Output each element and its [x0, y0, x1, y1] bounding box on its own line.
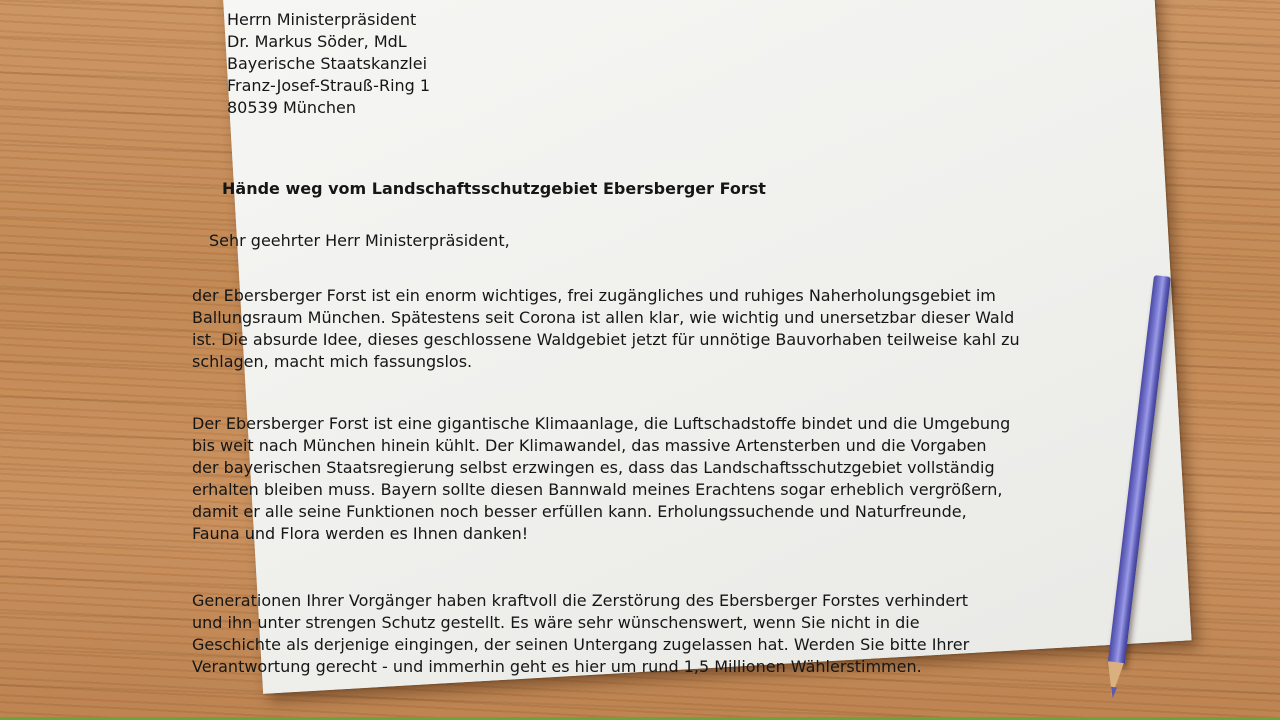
paragraph-line: schlagen, macht mich fassungslos. — [192, 352, 473, 371]
paragraph-line: und ihn unter strengen Schutz gestellt. Es wäre sehr wünschenswert, wenn Sie nicht in die — [192, 613, 920, 632]
address-line: Dr. Markus Söder, MdL — [227, 32, 407, 51]
pencil-lead-tip — [1109, 687, 1116, 699]
paragraph-line: Der Ebersberger Forst ist eine gigantische Klimaanlage, die Luftschadstoffe bindet und die Umgebung — [192, 414, 1011, 433]
paragraph-line: damit er alle seine Funktionen noch besser erfüllen kann. Erholungssuchende und Naturfreunde, — [192, 502, 967, 521]
recipient-address — [227, 9, 430, 119]
paragraph-line: der Ebersberger Forst ist ein enorm wichtiges, frei zugängliches und ruhiges Naherholungsgebiet im — [192, 286, 996, 305]
paragraph-line: Fauna und Flora werden es Ihnen danken! — [192, 524, 529, 543]
paragraph-line: ist. Die absurde Idee, dieses geschlossene Waldgebiet jetzt für unnötige Bauvorhaben teilweise kahl zu — [192, 330, 1020, 349]
address-line: 80539 München — [227, 98, 356, 118]
letter-subject: Hände weg vom Landschaftsschutzgebiet Ebersberger Forst — [222, 179, 766, 198]
address-line: Bayerische Staatskanzlei — [227, 54, 428, 73]
paragraph-line: der bayerischen Staatsregierung selbst erzwingen es, dass das Landschaftsschutzgebiet vollständig — [192, 458, 995, 478]
address-line: Franz-Josef-Strauß-Ring 1 — [227, 76, 431, 95]
letter-paragraph-1 — [192, 285, 1072, 373]
letter-paper — [192, 0, 1192, 694]
paragraph-line: Ballungsraum München. Spätestens seit Corona ist allen klar, wie wichtig und unersetzbar dieser Wald — [192, 308, 1015, 327]
letter-salutation: Sehr geehrter Herr Ministerpräsident, — [209, 231, 510, 250]
letter-paragraph-2 — [192, 413, 1072, 545]
letter-paragraph-3 — [192, 590, 1072, 678]
paragraph-line: Generationen Ihrer Vorgänger haben kraftvoll die Zerstörung des Ebersberger Forstes verhindert — [192, 591, 969, 610]
address-line: Herrn Ministerpräsident — [227, 10, 417, 30]
letter-content — [192, 0, 1152, 695]
paragraph-line: Verantwortung gerecht - und immerhin geht es hier um rund 1,5 Millionen Wählerstimmen. — [192, 657, 922, 676]
paragraph-line: erhalten bleiben muss. Bayern sollte diesen Bannwald meines Erachtens sogar erheblich vergrößern, — [192, 480, 1003, 499]
paragraph-line: bis weit nach München hinein kühlt. Der Klimawandel, das massive Artensterben und die Vorgaben — [192, 436, 987, 455]
paragraph-line: Geschichte als derjenige eingingen, der seinen Untergang zugelassen hat. Werden Sie bitte Ihrer — [192, 635, 970, 654]
